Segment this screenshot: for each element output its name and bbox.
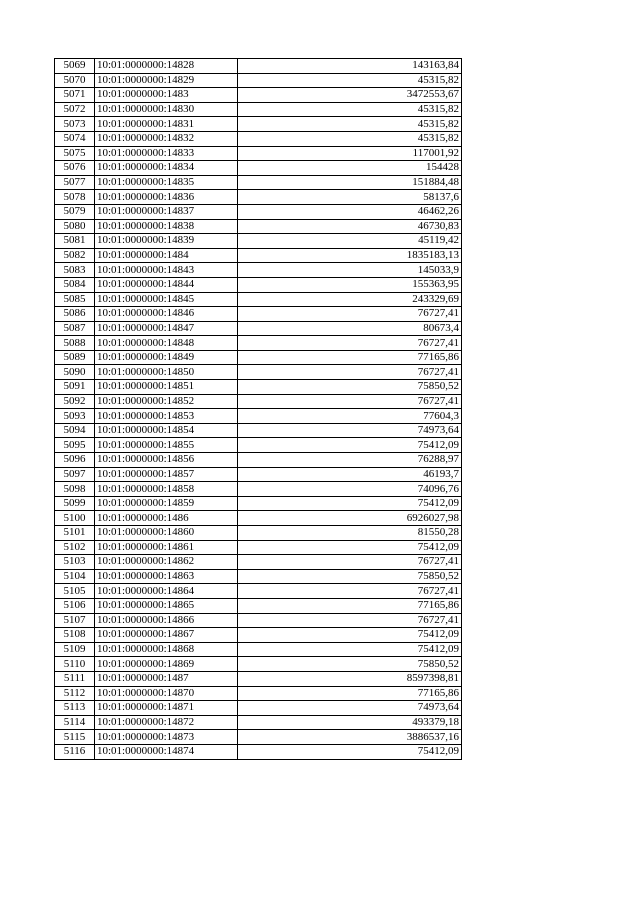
amount-cell: 76727,41: [238, 365, 462, 380]
table-row: [55, 540, 462, 555]
row-number-cell: 5098: [55, 482, 95, 497]
table-row: [55, 88, 462, 103]
table-row: [55, 715, 462, 730]
cadastral-number-cell: 10:01:0000000:14868: [95, 642, 238, 657]
table-row: [55, 204, 462, 219]
table-row: [55, 628, 462, 643]
row-number-cell: 5086: [55, 307, 95, 322]
row-number-cell: 5072: [55, 102, 95, 117]
row-number-cell: 5069: [55, 59, 95, 74]
table-row: [55, 613, 462, 628]
table-row: [55, 686, 462, 701]
cadastral-number-cell: 10:01:0000000:14869: [95, 657, 238, 672]
cadastral-number-cell: 10:01:0000000:14870: [95, 686, 238, 701]
row-number-cell: 5085: [55, 292, 95, 307]
cadastral-number-cell: 10:01:0000000:14848: [95, 336, 238, 351]
amount-cell: 80673,4: [238, 321, 462, 336]
table-row: [55, 59, 462, 74]
cadastral-number-cell: 10:01:0000000:14867: [95, 628, 238, 643]
amount-cell: 3886537,16: [238, 730, 462, 745]
row-number-cell: 5105: [55, 584, 95, 599]
row-number-cell: 5101: [55, 526, 95, 541]
cadastral-number-cell: 10:01:0000000:14835: [95, 175, 238, 190]
table-row: [55, 292, 462, 307]
table-row: [55, 642, 462, 657]
row-number-cell: 5104: [55, 569, 95, 584]
table-row: [55, 146, 462, 161]
table-row: [55, 555, 462, 570]
cadastral-number-cell: 10:01:0000000:14836: [95, 190, 238, 205]
row-number-cell: 5080: [55, 219, 95, 234]
cadastral-number-cell: 10:01:0000000:14865: [95, 598, 238, 613]
amount-cell: 46193,7: [238, 467, 462, 482]
row-number-cell: 5097: [55, 467, 95, 482]
row-number-cell: 5103: [55, 555, 95, 570]
table-row: [55, 336, 462, 351]
row-number-cell: 5100: [55, 511, 95, 526]
amount-cell: 75850,52: [238, 569, 462, 584]
amount-cell: 145033,9: [238, 263, 462, 278]
row-number-cell: 5113: [55, 701, 95, 716]
amount-cell: 76727,41: [238, 336, 462, 351]
row-number-cell: 5074: [55, 131, 95, 146]
amount-cell: 76727,41: [238, 394, 462, 409]
table-row: [55, 423, 462, 438]
row-number-cell: 5091: [55, 380, 95, 395]
cadastral-number-cell: 10:01:0000000:14845: [95, 292, 238, 307]
table-row: [55, 730, 462, 745]
amount-cell: 75412,09: [238, 540, 462, 555]
table-row: [55, 467, 462, 482]
cadastral-number-cell: 10:01:0000000:1483: [95, 88, 238, 103]
row-number-cell: 5095: [55, 438, 95, 453]
cadastral-number-cell: 10:01:0000000:1487: [95, 671, 238, 686]
amount-cell: 151884,48: [238, 175, 462, 190]
row-number-cell: 5109: [55, 642, 95, 657]
cadastral-number-cell: 10:01:0000000:14861: [95, 540, 238, 555]
table-row: [55, 584, 462, 599]
amount-cell: 243329,69: [238, 292, 462, 307]
cadastral-number-cell: 10:01:0000000:14859: [95, 496, 238, 511]
amount-cell: 117001,92: [238, 146, 462, 161]
amount-cell: 77604,3: [238, 409, 462, 424]
table-row: [55, 438, 462, 453]
table-row: [55, 453, 462, 468]
table-row: [55, 234, 462, 249]
table-row: [55, 350, 462, 365]
amount-cell: 1835183,13: [238, 248, 462, 263]
table-row: [55, 263, 462, 278]
amount-cell: 45315,82: [238, 117, 462, 132]
cadastral-number-cell: 10:01:0000000:14866: [95, 613, 238, 628]
cadastral-number-cell: 10:01:0000000:14838: [95, 219, 238, 234]
cadastral-number-cell: 10:01:0000000:14830: [95, 102, 238, 117]
amount-cell: 77165,86: [238, 686, 462, 701]
table-row: [55, 365, 462, 380]
cadastral-number-cell: 10:01:0000000:14873: [95, 730, 238, 745]
amount-cell: 6926027,98: [238, 511, 462, 526]
cadastral-number-cell: 10:01:0000000:14871: [95, 701, 238, 716]
amount-cell: 76727,41: [238, 307, 462, 322]
row-number-cell: 5081: [55, 234, 95, 249]
cadastral-number-cell: 10:01:0000000:14837: [95, 204, 238, 219]
amount-cell: 154428: [238, 161, 462, 176]
amount-cell: 74973,64: [238, 423, 462, 438]
amount-cell: 75850,52: [238, 380, 462, 395]
row-number-cell: 5102: [55, 540, 95, 555]
cadastral-number-cell: 10:01:0000000:14846: [95, 307, 238, 322]
row-number-cell: 5106: [55, 598, 95, 613]
table-row: [55, 131, 462, 146]
cadastral-number-cell: 10:01:0000000:14864: [95, 584, 238, 599]
row-number-cell: 5075: [55, 146, 95, 161]
cadastral-number-cell: 10:01:0000000:14858: [95, 482, 238, 497]
cadastral-number-cell: 10:01:0000000:14828: [95, 59, 238, 74]
cadastral-number-cell: 10:01:0000000:14854: [95, 423, 238, 438]
amount-cell: 74973,64: [238, 701, 462, 716]
table-row: [55, 190, 462, 205]
table-row: [55, 248, 462, 263]
amount-cell: 155363,95: [238, 277, 462, 292]
amount-cell: 46730,83: [238, 219, 462, 234]
row-number-cell: 5090: [55, 365, 95, 380]
amount-cell: 46462,26: [238, 204, 462, 219]
cadastral-number-cell: 10:01:0000000:1486: [95, 511, 238, 526]
table-body: [55, 59, 462, 760]
amount-cell: 493379,18: [238, 715, 462, 730]
row-number-cell: 5099: [55, 496, 95, 511]
amount-cell: 8597398,81: [238, 671, 462, 686]
amount-cell: 45315,82: [238, 131, 462, 146]
row-number-cell: 5092: [55, 394, 95, 409]
row-number-cell: 5082: [55, 248, 95, 263]
cadastral-number-cell: 10:01:0000000:14857: [95, 467, 238, 482]
row-number-cell: 5077: [55, 175, 95, 190]
cadastral-number-cell: 10:01:0000000:14831: [95, 117, 238, 132]
table-row: [55, 569, 462, 584]
amount-cell: 75412,09: [238, 744, 462, 759]
amount-cell: 75850,52: [238, 657, 462, 672]
row-number-cell: 5110: [55, 657, 95, 672]
amount-cell: 75412,09: [238, 642, 462, 657]
cadastral-number-cell: 10:01:0000000:14856: [95, 453, 238, 468]
table-row: [55, 701, 462, 716]
table-row: [55, 496, 462, 511]
amount-cell: 143163,84: [238, 59, 462, 74]
amount-cell: 77165,86: [238, 598, 462, 613]
amount-cell: 76727,41: [238, 555, 462, 570]
amount-cell: 45315,82: [238, 102, 462, 117]
cadastral-number-cell: 10:01:0000000:14850: [95, 365, 238, 380]
amount-cell: 75412,09: [238, 438, 462, 453]
amount-cell: 75412,09: [238, 496, 462, 511]
table-row: [55, 380, 462, 395]
cadastral-number-cell: 10:01:0000000:14829: [95, 73, 238, 88]
cadastral-number-cell: 10:01:0000000:14844: [95, 277, 238, 292]
row-number-cell: 5116: [55, 744, 95, 759]
table-row: [55, 526, 462, 541]
row-number-cell: 5078: [55, 190, 95, 205]
cadastral-number-cell: 10:01:0000000:14839: [95, 234, 238, 249]
table-row: [55, 482, 462, 497]
amount-cell: 76288,97: [238, 453, 462, 468]
table-row: [55, 219, 462, 234]
row-number-cell: 5093: [55, 409, 95, 424]
cadastral-number-cell: 10:01:0000000:14874: [95, 744, 238, 759]
amount-cell: 75412,09: [238, 628, 462, 643]
table-row: [55, 321, 462, 336]
row-number-cell: 5108: [55, 628, 95, 643]
row-number-cell: 5084: [55, 277, 95, 292]
row-number-cell: 5089: [55, 350, 95, 365]
row-number-cell: 5114: [55, 715, 95, 730]
table-row: [55, 161, 462, 176]
amount-cell: 45119,42: [238, 234, 462, 249]
row-number-cell: 5087: [55, 321, 95, 336]
amount-cell: 77165,86: [238, 350, 462, 365]
cadastral-number-cell: 10:01:0000000:14834: [95, 161, 238, 176]
row-number-cell: 5094: [55, 423, 95, 438]
cadastral-number-cell: 10:01:0000000:14833: [95, 146, 238, 161]
table-row: [55, 307, 462, 322]
cadastral-number-cell: 10:01:0000000:14851: [95, 380, 238, 395]
amount-cell: 45315,82: [238, 73, 462, 88]
data-table: [54, 58, 462, 760]
table-row: [55, 409, 462, 424]
table-row: [55, 102, 462, 117]
table-row: [55, 598, 462, 613]
amount-cell: 58137,6: [238, 190, 462, 205]
table-row: [55, 744, 462, 759]
cadastral-number-cell: 10:01:0000000:14862: [95, 555, 238, 570]
cadastral-number-cell: 10:01:0000000:14855: [95, 438, 238, 453]
row-number-cell: 5070: [55, 73, 95, 88]
row-number-cell: 5096: [55, 453, 95, 468]
amount-cell: 76727,41: [238, 613, 462, 628]
cadastral-number-cell: 10:01:0000000:1484: [95, 248, 238, 263]
row-number-cell: 5073: [55, 117, 95, 132]
cadastral-number-cell: 10:01:0000000:14852: [95, 394, 238, 409]
cadastral-number-cell: 10:01:0000000:14832: [95, 131, 238, 146]
table-row: [55, 175, 462, 190]
row-number-cell: 5076: [55, 161, 95, 176]
row-number-cell: 5071: [55, 88, 95, 103]
amount-cell: 74096,76: [238, 482, 462, 497]
table-row: [55, 277, 462, 292]
amount-cell: 3472553,67: [238, 88, 462, 103]
cadastral-number-cell: 10:01:0000000:14847: [95, 321, 238, 336]
row-number-cell: 5079: [55, 204, 95, 219]
cadastral-number-cell: 10:01:0000000:14843: [95, 263, 238, 278]
table-row: [55, 117, 462, 132]
cadastral-number-cell: 10:01:0000000:14853: [95, 409, 238, 424]
cadastral-number-cell: 10:01:0000000:14872: [95, 715, 238, 730]
table-row: [55, 73, 462, 88]
amount-cell: 81550,28: [238, 526, 462, 541]
cadastral-number-cell: 10:01:0000000:14849: [95, 350, 238, 365]
table-row: [55, 394, 462, 409]
cadastral-number-cell: 10:01:0000000:14860: [95, 526, 238, 541]
amount-cell: 76727,41: [238, 584, 462, 599]
table-row: [55, 511, 462, 526]
table-row: [55, 671, 462, 686]
cadastral-number-cell: 10:01:0000000:14863: [95, 569, 238, 584]
row-number-cell: 5115: [55, 730, 95, 745]
row-number-cell: 5088: [55, 336, 95, 351]
row-number-cell: 5083: [55, 263, 95, 278]
row-number-cell: 5111: [55, 671, 95, 686]
row-number-cell: 5112: [55, 686, 95, 701]
table-row: [55, 657, 462, 672]
row-number-cell: 5107: [55, 613, 95, 628]
